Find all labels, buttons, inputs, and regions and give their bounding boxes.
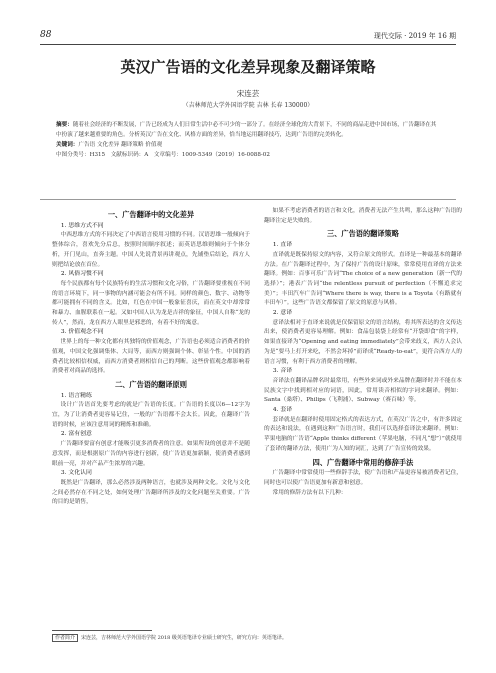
body-paragraph: 如果不考虑消费者的语言和文化，消费者无法产生共鸣，那么这种广告语的翻译注定是失败的。 (264, 208, 462, 224)
classification-meta: 中图分类号：H315 文献标识码：A 文章编号：1009-5349（2019）16-0088-02 (56, 152, 270, 158)
footnote-label: 作者简介 (52, 634, 78, 642)
subsection-heading: 3. 文化认同 (60, 470, 92, 477)
subsection-heading: 4. 套译 (272, 407, 293, 414)
body-paragraph: 设计广告语首先要考虑的就是广告语的长度。广告语的长度以6—12字为宜，为了让消费者更容易记住，一般的广告语都不会太长。因此，在翻译广告语的时候，应该注意用词的精炼和准确。 (52, 402, 250, 428)
section-heading: 四、广告翻译中常用的修辞手法 (312, 457, 414, 467)
body-paragraph: 常用的修辞方法有以下几种： (272, 489, 347, 496)
body-paragraph: 广告翻译中常常使用一些修辞手法，使广告语和产品更容易被消费者记住，同时也可以使广告语更加有新意和创意。 (264, 470, 462, 486)
author-affiliation: （吉林师范大学外国语学院 吉林 长春 130000） (182, 102, 314, 109)
keywords-label: 关键词： (56, 142, 79, 148)
body-paragraph: 广告翻译要富有创意才能吸引更多消费者的注意。如果所设的创意并不是随意发挥，而是根据原广告的内容进行创新，使广告语更加新颖，使消费者感到眼前一亮，并对产品产生浓厚的兴趣。 (52, 441, 250, 467)
subsection-heading: 1. 语言精练 (60, 392, 92, 399)
abstract (56, 120, 440, 140)
abstract-label: 摘要： (56, 122, 73, 128)
subsection-heading: 1. 思维方式不同 (60, 222, 104, 229)
subsection-heading: 1. 直译 (272, 242, 293, 249)
body-paragraph: 中西思维方式的不同决定了中西语言使用习惯的不同。汉语思维一般倾向于整体综合，喜欢先分后总，按照时间顺序叙述；而英语思维则倾向于个体分析，开门见山，直奔主题。中国人先说背景再讲观点，先铺垫后结论，西方人则把结论放在首位。 (52, 232, 250, 268)
body-paragraph: 既然是广告翻译，那么必然涉及两种语言，也就涉及两种文化。文化与文化之间必然存在不同之处，如何处理广告翻译所涉及的文化问题至关重要。广告的目的是销售， (52, 479, 250, 506)
section-heading: 二、广告语的翻译原则 (115, 379, 187, 389)
journal-info: 现代交际 · 2019 年 16 期 (373, 32, 456, 40)
author-footnote (52, 634, 456, 641)
subsection-heading: 3. 音译 (272, 368, 293, 375)
author-name: 宋连芸 (236, 89, 260, 98)
body-paragraph: 直译就是既保持原文的内容，又符合原文的形式。直译是一种最基本的翻译方法。在广告翻译过程中，为了保持广告的设计原味，常常使用直译的方法来翻译。例如：百事可乐广告词“The choice of a new generation（新一代的选择）”；港表广告词“the relentless pursuit of perfection（不懈追求完美）”；丰田汽车广告词“Where there is way, there is a Toyota（有路就有丰田车）”。这些广告语文都保留了原文的原意与风格。 (264, 251, 462, 307)
subsection-heading: 2. 富有创意 (60, 431, 92, 438)
header-rule (40, 44, 456, 45)
footnote-text: 宋连芸，吉林师范大学外国语学院 2018 级英语笔译专业硕士研究生，研究方向：英语笔译。 (81, 635, 287, 641)
body-right-column (264, 207, 462, 498)
body-paragraph: 每个民族都有每个民族特有的生活习惯和文化习俗，广告翻译要重视在不同的语言环境下，同一事物的内涵可能会有所不同。同样的颜色、数字、动物等都可能拥有不同的含义。比如，红色在中国一般象征喜庆，而在英文中却常常和暴力、血腥联系在一起。又如中国人认为龙是吉祥的象征，中国人自称“龙的传人”，然而，龙在西方人眼里是邪恶的，有着不好的寓意。 (52, 280, 250, 326)
section-heading: 一、广告翻译中的文化差异 (107, 210, 195, 219)
body-paragraph: 意译法相对于直译来说就是仅保留原文的语言结构，将其所表达的含义传达出来，使消费者更容易理解。例如：食品包装袋上经常有“开袋即食”的字样，如果直接译为“Opening and eating immediately”会带来歧义，西方人会认为是“要马上打开来吃，不然会坏掉”而译成“Ready-to-eat”，更符合西方人的语言习惯，有利于西方消费者的理解。 (264, 319, 462, 365)
page-number: 88 (40, 30, 52, 40)
abstract-block (56, 120, 440, 160)
subsection-heading: 2. 意译 (272, 310, 293, 317)
body-left-column (52, 207, 250, 508)
body-paragraph: 套译就是在翻译时使用固定格式的表达方式，在英汉广告之中，有许多固定的表达和说法，在遇到这种广告语言时，我们可以选择套译法来翻译。例如：苹果电脑的广告语“Apple thinks different（苹果电脑，不同凡“想”）”就使用了套译的翻译方法，使用广为人知的词汇，达到了广告宣传的效果。 (264, 416, 462, 452)
keywords-text: 广告语 文化差异 翻译策略 价值观 (78, 142, 163, 148)
article-title: 英汉广告语的文化差异现象及翻译策略 (120, 58, 376, 76)
keywords (56, 140, 440, 150)
body-paragraph: 音译法在翻译品牌名时最常用，有些外来词或外来品牌在翻译时并不能在本民族文字中找到相对应的词语，因此，常用读音相似的字词来翻译。例如：Santa（桑塔）、Philips（飞利浦）、Subway（赛百味）等。 (264, 377, 462, 404)
section-heading: 三、广告语的翻译策略 (327, 229, 399, 239)
abstract-rule (40, 199, 456, 200)
footnote-rule (52, 630, 152, 631)
subsection-heading: 2. 风俗习惯不同 (60, 271, 104, 278)
subsection-heading: 3. 价值观念不同 (60, 329, 104, 336)
body-paragraph: 世界上的每一种文化都有其独特的价值观念，广告语也必须适合消费者的价值观，中国文化强调集体、大局等，而西方则强调个体、彰显个性。中国的消费者比较相信权威，而西方消费者则相信自己的判断。这些价值观念都影响着消费者对商品的选择。 (52, 339, 250, 375)
abstract-text: 随着社会经济的不断发展，广告已经成为人们日常生活中必不可少的一部分了。在经济全球化的大背景下，不同的商品走进中国市场，广告翻译在其中扮演了越来越重要的角色。分析英汉广告在文化、风格方面的差异，恰当地运用翻译技巧，达到广告语的完美转化。 (56, 122, 437, 138)
